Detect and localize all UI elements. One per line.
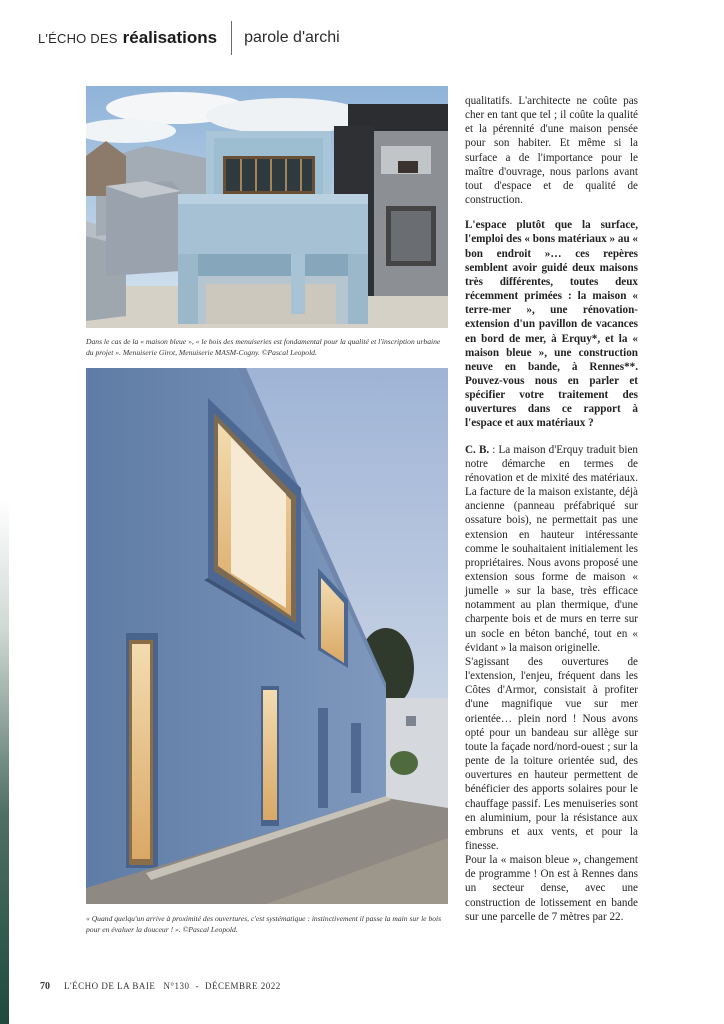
answer-paragraph-2: S'agissant des ouvertures de l'extension, l'enjeu, fréquent dans les Côtes d'Armor, consistait à profiter d'une magnifique vue sur mer orientée… plein nord ! Nous avons opté pour un bandeau sur allège sur toute la façade nord/nord-ouest ; sur la pente de la toiture orientée sud, des ouvertures en hauteur permettent de bénéficier des apports solaires pour le chauffage passif. Les menuiseries sont en aluminium, pour la résistance aux embruns et aux vents, et pour la finesse. — [465, 655, 638, 852]
section-title: réalisations — [122, 28, 218, 47]
footer-separator: - — [195, 981, 199, 991]
photo1-caption: Dans le cas de la « maison bleue », « le bois des menuiseries est fondamental pour la qualité et l'inscription urbaine du projet ». Menuiserie Girot, Menuiserie MASM-Cogny. ©Pascal Leopold. — [86, 337, 441, 357]
article-column — [465, 94, 638, 924]
page-header — [38, 22, 340, 54]
issue-date: DÉCEMBRE 2022 — [204, 981, 281, 991]
answer-text: : La maison d'Erquy traduit bien notre démarche en termes de rénovation et de mixité des matériaux. La facture de la maison existante, déjà ancienne (panneau préfabriqué sur ossature bois), ne permettait pas une extension en hauteur intéressante comme le souhaitaient initialement les propriétaires. Nous avons proposé une extension sous forme de maison « jumelle » sur la base, très efficace notamment au plan thermique, d'une charpente bois et de murs en terre sur un socle en béton banché, tout en « évidant » la maison originelle. — [465, 443, 638, 654]
page-footer — [40, 981, 281, 992]
magazine-name: L'ÉCHO DE LA BAIE — [64, 981, 156, 991]
interview-question: L'espace plutôt que la surface, l'emploi des « bons matériaux » au « bon endroit »… ces repères semblent avoir guidé deux maisons très différentes, toutes deux récemment primées : la maison « terre-mer », une rénovation-extension d'un pavillon de vacances en bord de mer, à Erquy*, et la « maison bleue », une construction neuve en bande, à Rennes**. Pouvez-vous nous en parler et spécifier votre traitement des ouvertures dans ce rapport à l'espace et aux matériaux ? — [465, 219, 639, 430]
speaker-initials: C. B. — [465, 443, 490, 456]
photo-maison-bleue-facade — [86, 86, 448, 328]
page-number: 70 — [40, 981, 50, 992]
answer-paragraph-3: Pour la « maison bleue », changement de programme ! On est à Rennes dans un secteur dense, avec une construction de lotissement en bande sur une parcelle de 7 mètres par 22. — [465, 854, 638, 923]
header-divider — [231, 21, 232, 55]
photo2-caption: « Quand quelqu'un arrive à proximité des ouvertures, c'est systématique : instinctivement il passe la main sur le bois pour en évaluer la douceur ! ». ©Pascal Leopold. — [86, 914, 442, 934]
issue-number: N°130 — [163, 981, 190, 991]
page-edge-gradient — [0, 500, 9, 1024]
photo-maison-bleue-dusk — [86, 368, 448, 904]
answer-paragraph — [465, 443, 638, 655]
article-paragraph: qualitatifs. L'architecte ne coûte pas cher en tant que tel ; il coûte la qualité et la pérennité d'une maison pensée pour son habiter. Et même si la surface a de l'importance pour le maître d'ouvrage, nous parlons avant tout d'espace et de qualité de construction. — [465, 95, 638, 207]
section-prefix: L'ÉCHO DES — [38, 30, 118, 46]
rubric-title: parole d'archi — [244, 29, 340, 46]
